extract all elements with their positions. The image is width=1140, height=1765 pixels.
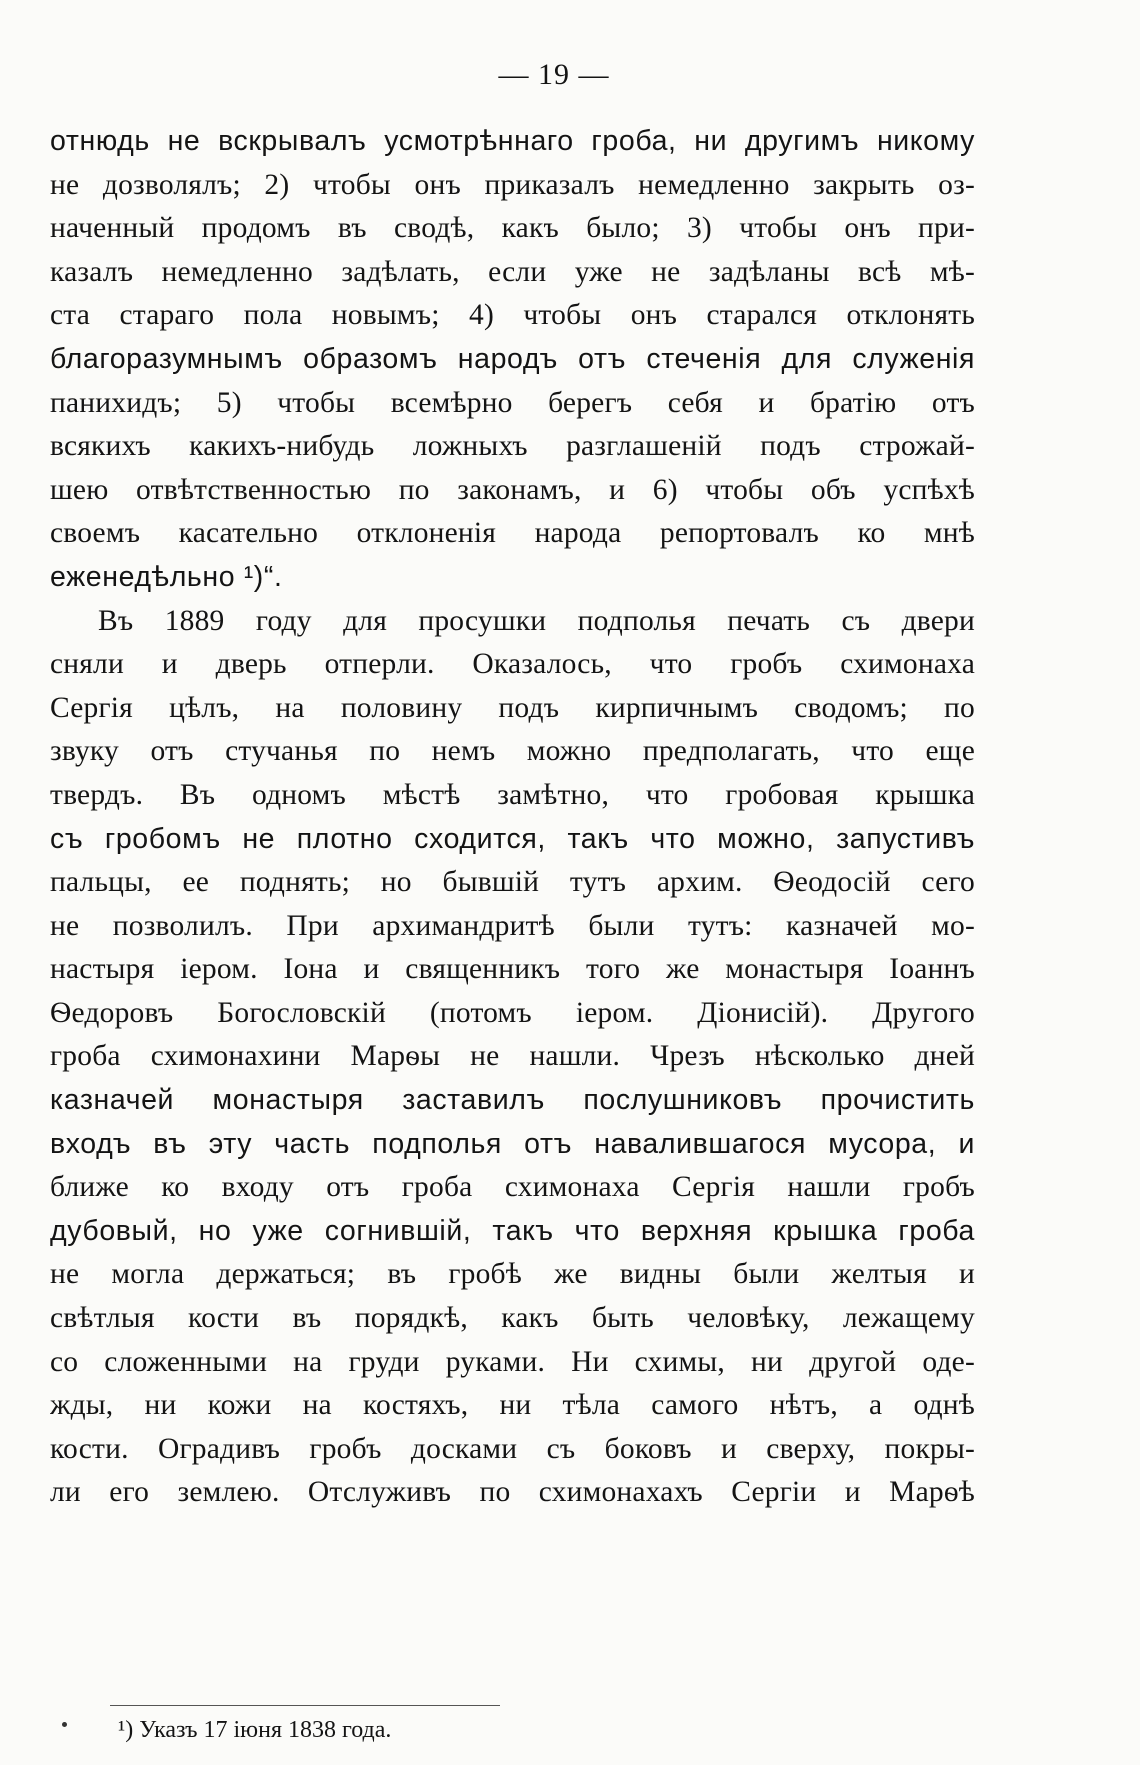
text-line: не позволилъ. При архимандритѣ были тутъ: казначей мо- [50, 909, 975, 942]
text-line: ли его землею. Отслуживъ по схимонахахъ Сергіи и Марѳѣ [50, 1476, 975, 1509]
text-line: Въ 1889 году для просушки подполья печать съ двери [98, 604, 975, 637]
text-line: кости. Оградивъ гробъ досками съ боковъ и сверху, покры- [50, 1432, 975, 1465]
text-line: своемъ касательно отклоненія народа репортовалъ ко мнѣ [50, 517, 975, 550]
text-line: не могла держаться; въ гробѣ же видны были желтыя и [50, 1258, 975, 1291]
text-line: жды, ни кожи на костяхъ, ни тѣла самого нѣтъ, а однѣ [50, 1389, 975, 1422]
body-text [50, 120, 975, 1515]
text-line: со сложенными на груди руками. Ни схимы, ни другой оде- [50, 1345, 975, 1378]
text-line: панихидъ; 5) чтобы всемѣрно берегъ себя и братію отъ [50, 386, 975, 419]
text-line: сняли и дверь отперли. Оказалось, что гробъ схимонаха [50, 648, 975, 681]
text-line: казалъ немедленно задѣлать, если уже не задѣланы всѣ мѣ- [50, 255, 975, 288]
text-line: казначей монастыря заставилъ послушниковъ прочистить [50, 1084, 975, 1117]
footnote-divider [110, 1705, 500, 1706]
footnote: ¹) Указъ 17 іюня 1838 года. [118, 1717, 392, 1743]
text-line: свѣтлыя кости въ порядкѣ, какъ быть человѣку, лежащему [50, 1302, 975, 1335]
text-line: всякихъ какихъ-нибудь ложныхъ разглашеній подъ строжай- [50, 430, 975, 463]
text-line: входъ въ эту часть подполья отъ навалившагося мусора, и [50, 1127, 975, 1160]
print-speck [62, 1722, 67, 1727]
page-number: — 19 — [498, 58, 610, 91]
text-line: отнюдь не вскрывалъ усмотрѣннаго гроба, ни другимъ никому [50, 125, 975, 157]
text-line: ближе ко входу отъ гроба схимонаха Сергія нашли гробъ [50, 1171, 975, 1204]
text-line: наченный продомъ въ сводѣ, какъ было; 3) чтобы онъ при- [50, 212, 975, 245]
text-line: еженедѣльно ¹)“. [50, 560, 283, 593]
text-line: съ гробомъ не плотно сходится, такъ что можно, запустивъ [50, 822, 975, 855]
text-line: благоразумнымъ образомъ народъ отъ стеченія для служенія [50, 342, 975, 375]
text-line: Сергія цѣлъ, на половину подъ кирпичнымъ сводомъ; по [50, 691, 975, 724]
text-line: пальцы, ее поднять; но бывшій тутъ архим. Ѳеодосій сего [50, 866, 975, 899]
text-line: гроба схимонахини Марѳы не нашли. Чрезъ нѣсколько дней [50, 1040, 975, 1073]
text-line: настыря іером. Іона и священникъ того же монастыря Іоаннъ [50, 953, 975, 986]
text-line: звуку отъ стучанья по немъ можно предполагать, что еще [50, 735, 975, 768]
text-line: шею отвѣтственностью по законамъ, и 6) чтобы объ успѣхѣ [50, 473, 975, 506]
text-line: твердъ. Въ одномъ мѣстѣ замѣтно, что гробовая крышка [50, 778, 975, 811]
text-line: дубовый, но уже согнившій, такъ что верхняя крышка гроба [50, 1214, 975, 1247]
text-line: не дозволялъ; 2) чтобы онъ приказалъ немедленно закрыть оз- [50, 168, 975, 201]
text-line: ста стараго пола новымъ; 4) чтобы онъ старался отклонять [50, 299, 975, 332]
text-line: Ѳедоровъ Богословскій (потомъ іером. Діонисій). Другого [50, 996, 975, 1029]
